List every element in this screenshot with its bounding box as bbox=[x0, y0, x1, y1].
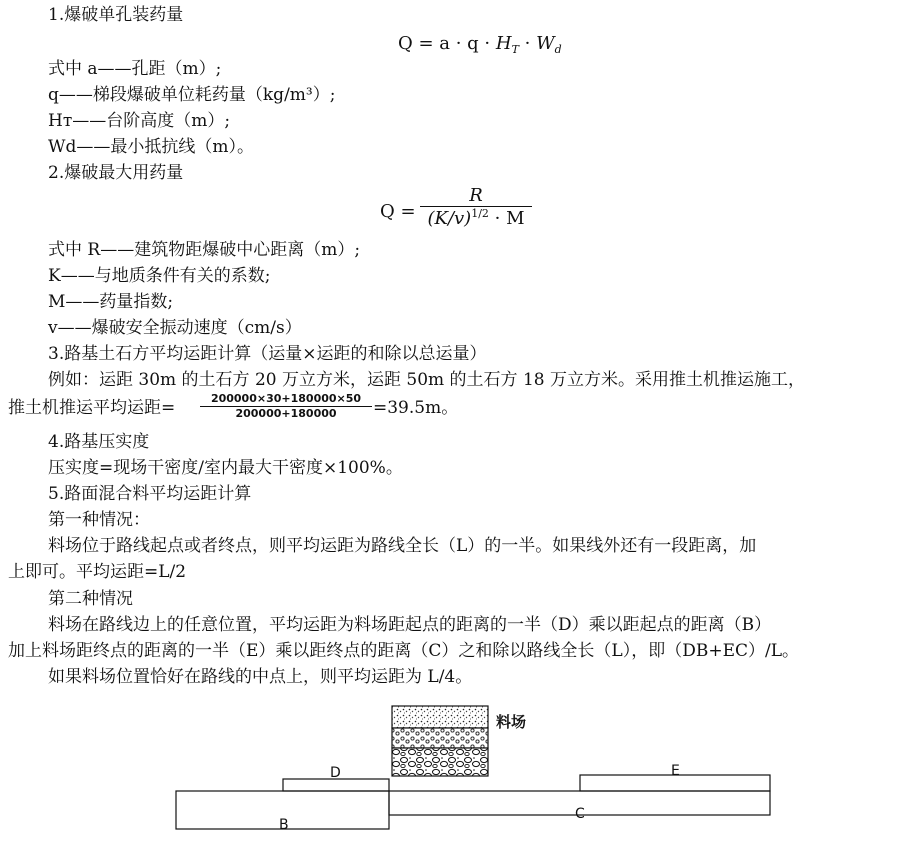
section2-heading: 2.爆破最大用药量 bbox=[48, 163, 184, 183]
label-B: B bbox=[279, 817, 289, 833]
section4-text: 压实度=现场干密度/室内最大干密度×100%。 bbox=[48, 458, 403, 478]
formula2-den-exp: 1/2 bbox=[471, 207, 489, 220]
def-v: v——爆破安全振动速度（cm/s） bbox=[48, 318, 302, 338]
section3-heading: 3.路基土石方平均运距计算（运量×运距的和除以总运量） bbox=[48, 344, 487, 364]
haul-fraction-denominator: 200000+180000 bbox=[235, 407, 337, 420]
case1-title: 第一种情况： bbox=[48, 510, 150, 530]
formula1-H: H bbox=[495, 33, 512, 54]
formula1-W-sub: d bbox=[554, 43, 562, 56]
formula2-den-a: (K/v) bbox=[427, 208, 472, 229]
formula2-den-b: · M bbox=[488, 208, 525, 229]
stockpile-label: 料场 bbox=[496, 713, 527, 731]
section3-example-line1: 例如：运距 30m 的土石方 20 万立方米，运距 50m 的土石方 18 万立方米。采用推土机推运施工， bbox=[48, 370, 805, 390]
section5-heading: 5.路面混合料平均运距计算 bbox=[48, 484, 252, 504]
label-D: D bbox=[330, 765, 341, 781]
stockpile-rock-layer bbox=[392, 748, 488, 776]
formula2-numerator: R bbox=[469, 185, 483, 206]
def-K: K——与地质条件有关的系数; bbox=[48, 266, 271, 286]
formula1-lhs: Q = a · q · bbox=[398, 33, 496, 54]
case2-line2: 加上料场距终点的距离的一半（E）乘以距终点的距离（C）之和除以路线全长（L），即（DB+EC）/L。 bbox=[8, 641, 800, 661]
def-M: M——药量指数; bbox=[48, 292, 174, 312]
formula1-H-sub: T bbox=[511, 43, 519, 56]
stockpile-gravel-layer bbox=[392, 728, 488, 748]
formula1-W: W bbox=[536, 33, 555, 54]
def-Wd: Wd——最小抵抗线（m）。 bbox=[48, 137, 254, 157]
case3-line: 如果料场位置恰好在路线的中点上，则平均运距为 L/4。 bbox=[48, 667, 473, 687]
stockpile-sand-layer bbox=[392, 706, 488, 728]
haul-fraction-numerator: 200000×30+180000×50 bbox=[210, 392, 362, 405]
case1-line2: 上即可。平均运距=L/2 bbox=[8, 562, 187, 582]
def-a: 式中 a——孔距（m）; bbox=[48, 59, 222, 79]
label-C: C bbox=[575, 806, 585, 822]
def-q: q——梯段爆破单位耗药量（kg/m³）; bbox=[48, 85, 336, 105]
section1-heading: 1.爆破单孔装药量 bbox=[48, 5, 184, 25]
case1-line1: 料场位于路线起点或者终点，则平均运距为路线全长（L）的一半。如果线外还有一段距离，加 bbox=[48, 536, 757, 556]
formula1-dot: · bbox=[518, 33, 537, 54]
case2-title: 第二种情况 bbox=[48, 589, 133, 609]
formula2-lhs: Q = bbox=[380, 201, 416, 222]
def-Ht: Hт——台阶高度（m）; bbox=[48, 111, 231, 131]
stockpile bbox=[392, 706, 488, 776]
def-R: 式中 R——建筑物距爆破中心距离（m）; bbox=[48, 240, 361, 260]
label-E: E bbox=[671, 763, 680, 779]
case2-line1: 料场在路线边上的任意位置，平均运距为料场距起点的距离的一半（D）乘以距起点的距离（B） bbox=[48, 615, 772, 635]
section3-example-prefix: 推土机推运平均运距= bbox=[8, 398, 176, 418]
section3-example-suffix: =39.5m。 bbox=[373, 398, 459, 418]
section4-heading: 4.路基压实度 bbox=[48, 432, 150, 452]
